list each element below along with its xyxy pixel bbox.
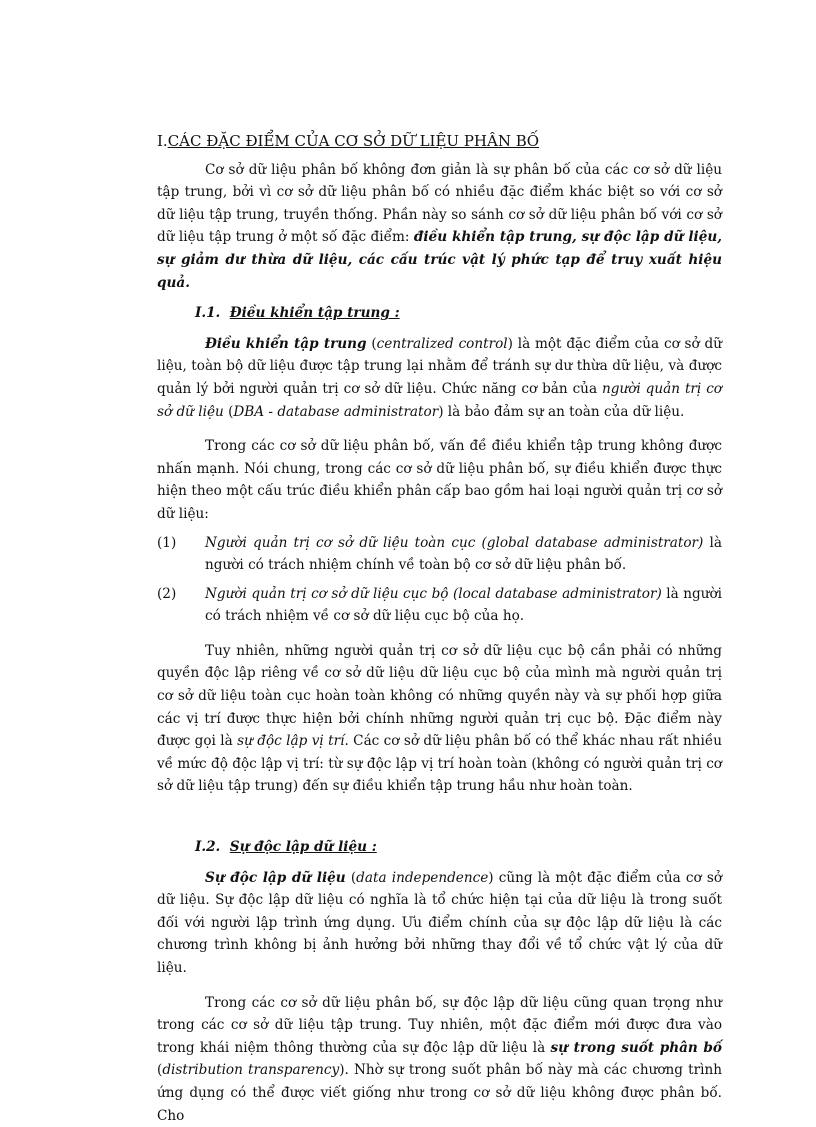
term: Điều khiển tập trung xyxy=(205,335,367,352)
text: Tuy nhiên, những người quản trị cơ sở dữ liệu cục bộ cần phải có những quyền độc lập riêng về cơ sở dữ liệu dữ liệu cục bộ của mình mà người quản trị cơ sở dữ liệu toàn cục hoàn toàn không có những quyền này và sự phối hợp giữa các vị trí được thực hiện bởi chính những người quản trị cục bộ. Đặc điểm này được gọi là xyxy=(157,642,722,750)
subsection-number: I.1. xyxy=(195,305,221,322)
text: ) là một đặc điểm của cơ sở dữ liệu, toàn bộ dữ liệu được tập trung lại nhằm để tránh sự dư thừa dữ liệu, và được quản lý bởi người quản trị cơ sở dữ liệu. Chức năng cơ bản của xyxy=(157,335,722,397)
list-item-desc: là người có trách nhiệm chính về toàn bộ cơ sở dữ liệu phân bố. xyxy=(205,534,723,574)
text: ). Nhờ sự trong suốt phân bố này mà các chương trình ứng dụng có thể được viết giống như trong cơ sở dữ liệu không được phân bố. Cho xyxy=(157,1062,722,1124)
subsection-label: Điều khiển tập trung : xyxy=(229,305,400,322)
text: ( xyxy=(345,869,357,886)
paragraph-location-independence xyxy=(157,640,722,798)
list-item xyxy=(157,532,722,577)
text: ) cũng là một đặc điểm của cơ sở dữ liệu. Sự độc lập dữ liệu có nghĩa là tổ chức hiện tại của dữ liệu là trong suốt đối với người lập trình ứng dụng. Ưu điểm chính của sự độc lập dữ liệu là các chương trình không bị ảnh hưởng bởi những thay đổi về tổ chức vật lý của dữ liệu. xyxy=(157,869,722,976)
list-item-desc: là người có trách nhiệm về cơ sở dữ liệu cục bộ của họ. xyxy=(205,585,722,625)
list-item-term: Người quản trị cơ sở dữ liệu cục bộ (local database administrator) xyxy=(205,585,662,602)
paragraph-distribution-transparency xyxy=(157,992,722,1127)
text: . Các cơ sở dữ liệu phân bố có thể khác nhau rất nhiều về mức độ độc lập vị trí: từ sự độc lập vị trí hoàn toàn (không có người quản trị cơ sở dữ liệu tập trung) đến sự điều khiển tập trung hầu như hoàn toàn. xyxy=(157,733,723,795)
section-title xyxy=(157,130,722,153)
term: người quản trị cơ sở dữ liệu xyxy=(157,380,722,420)
english-term: distribution transparency xyxy=(162,1062,340,1079)
intro-paragraph xyxy=(157,159,722,295)
intro-emphasis: điều khiển tập trung, sự độc lập dữ liệu, sự giảm dư thừa dữ liệu, các cấu trúc vật lý phức tạp để truy xuất hiệu quả. xyxy=(157,229,722,291)
section-title-text: CÁC ĐẶC ĐIỂM CỦA CƠ SỞ DỮ LIỆU PHÂN BỐ xyxy=(167,132,540,150)
list-item-number: (1) xyxy=(157,534,177,551)
text: Trong các cơ sở dữ liệu phân bố, sự độc lập dữ liệu cũng quan trọng như trong các cơ sở dữ liệu tập trung. Tuy nhiên, một đặc điểm mới được đưa vào trong khái niệm thông thường của sự độc lập dữ liệu là xyxy=(157,994,722,1056)
english-term: centralized control xyxy=(376,335,508,352)
term: Sự độc lập dữ liệu xyxy=(205,869,346,886)
list-item xyxy=(157,583,722,628)
subsection-label: Sự độc lập dữ liệu : xyxy=(229,839,377,856)
paragraph-distributed-control: Trong các cơ sở dữ liệu phân bố, vấn đề điều khiển tập trung không được nhấn mạnh. Nói chung, trong các cơ sở dữ liệu phân bố, sự điều khiển được thực hiện theo một cấu trúc điều khiển phân cấp bao gồm hai loại người quản trị cơ sở dữ liệu: xyxy=(157,438,722,522)
subsection-heading-1 xyxy=(195,302,722,325)
text: ) là bảo đảm sự an toàn của dữ liệu. xyxy=(438,403,685,420)
text: ( xyxy=(223,403,234,420)
paragraph-data-independence xyxy=(157,867,722,980)
text: ( xyxy=(157,1062,163,1079)
intro-text: Cơ sở dữ liệu phân bố không đơn giản là sự phân bố của các cơ sở dữ liệu tập trung, bởi vì cơ sở dữ liệu phân bố có nhiều đặc điểm khác biệt so với cơ sở dữ liệu tập trung, truyền thống. Phần này so sánh cơ sở dữ liệu phân bố với cơ sở dữ liệu tập trung ở một số đặc điểm: xyxy=(157,161,722,246)
text: ( xyxy=(366,335,377,352)
term: sự độc lập vị trí xyxy=(237,733,345,750)
list-item-text xyxy=(205,532,722,577)
paragraph-centralized-control xyxy=(157,333,722,423)
section-title-number: I. xyxy=(157,132,168,150)
document-page xyxy=(157,130,722,1127)
english-term: DBA - database administrator xyxy=(233,403,439,420)
subsection-number: I.2. xyxy=(195,839,221,856)
list-item-term: Người quản trị cơ sở dữ liệu toàn cục (global database administrator) xyxy=(205,534,704,551)
subsection-heading-2 xyxy=(195,836,722,859)
list-item-number: (2) xyxy=(157,585,177,602)
list-item-text xyxy=(205,583,722,628)
english-term: data independence xyxy=(356,869,489,886)
term: sự trong suốt phân bố xyxy=(550,1039,723,1056)
